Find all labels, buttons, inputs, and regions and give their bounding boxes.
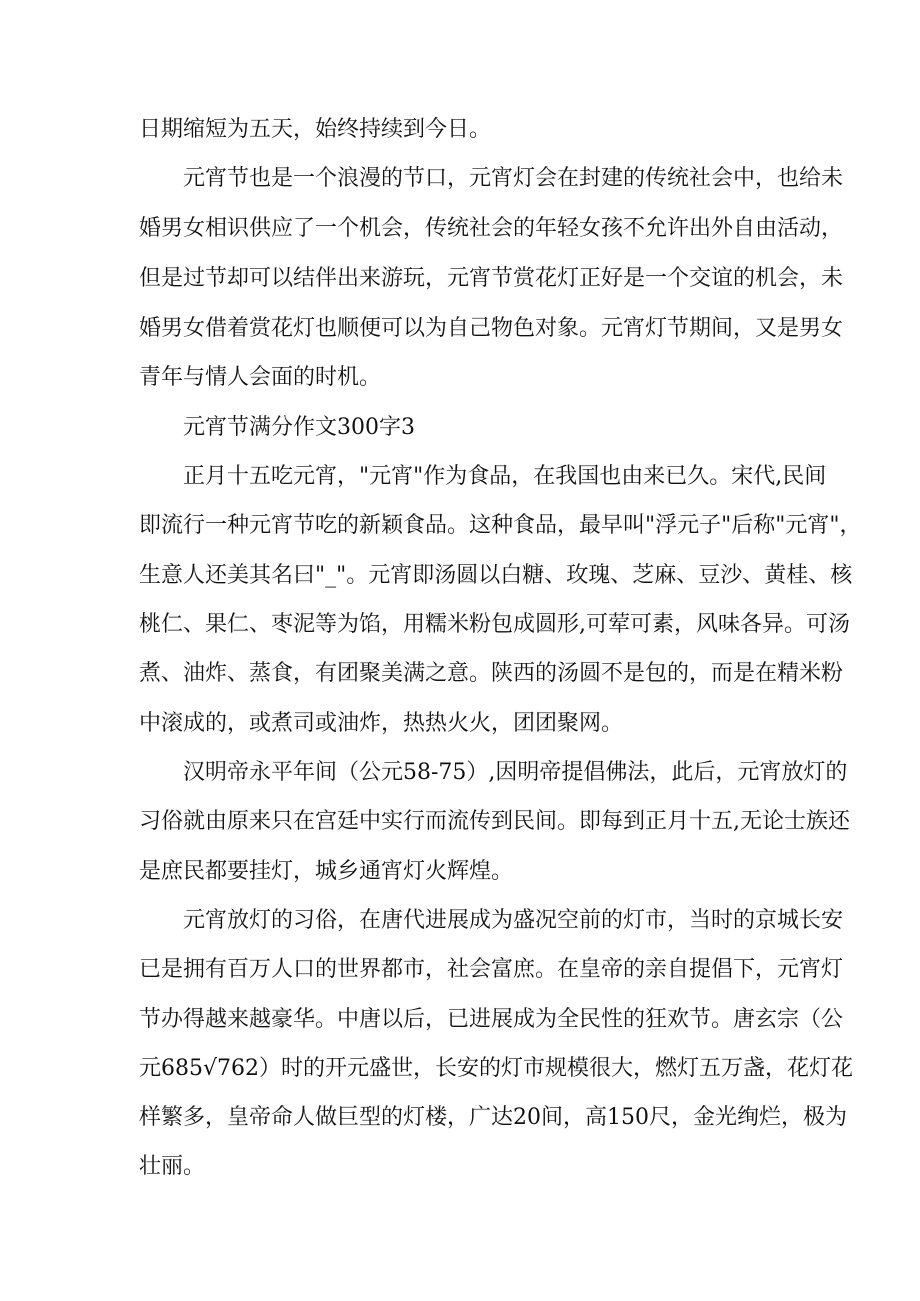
text-line: 日期缩短为五天，始终持续到今日。: [139, 117, 492, 142]
text-line: 但是过节却可以结伴出来游玩，元宵节赏花灯正好是一个交谊的机会，未: [139, 266, 844, 291]
text-line: 生意人还美其名曰"_"。元宵即汤圆以白糖、玫瑰、芝麻、豆沙、黄桂、核: [139, 563, 853, 588]
text-line: 中滚成的，或煮司或油炸，热热火火，团团聚网。: [139, 711, 624, 736]
text-line: 即流行一种元宵节吃的新颖食品。这种食品，最早叫"浮元子"后称"元宵"，: [139, 513, 862, 538]
text-line: 青年与情人会面的时机。: [139, 365, 382, 390]
text-line: 婚男女相识供应了一个机会，传统社会的年轻女孩不允许出外自由活动，: [139, 216, 844, 241]
text-line: 壮丽。: [139, 1154, 206, 1179]
text-line: 煮、油炸、蒸食，有团聚美满之意。陕西的汤圆不是包的，而是在精米粉: [139, 661, 844, 686]
text-line: 节办得越来越豪华。中唐以后，已进展成为全民性的狂欢节。唐玄宗（公: [139, 1007, 844, 1032]
text-line: 元宵放灯的习俗，在唐代进展成为盛况空前的灯市，当时的京城长安: [183, 908, 844, 933]
text-line: 桃仁、果仁、枣泥等为馅，用糯米粉包成圆形,可荤可素，风味各异。可汤: [139, 612, 850, 637]
text-line: 是庶民都要挂灯，城乡通宵灯火辉煌。: [139, 859, 514, 884]
text-line: 正月十五吃元宵，"元宵"作为食品，在我国也由来已久。宋代,民间: [183, 464, 827, 489]
text-line: 元宵节也是一个浪漫的节口，元宵灯会在封建的传统社会中，也给未: [183, 166, 844, 191]
text-line: 元685√762）时的开元盛世，长安的灯市规模很大，燃灯五万盏，花灯花: [139, 1056, 854, 1081]
text-line: 已是拥有百万人口的世界都市，社会富庶。在皇帝的亲自提倡下，元宵灯: [139, 957, 844, 982]
text-line: 汉明帝永平年间（公元58-75）,因明帝提倡佛法，此后，元宵放灯的: [183, 760, 848, 785]
text-line: 习俗就由原来只在宫廷中实行而流传到民间。即每到正月十五,无论士族还: [139, 809, 850, 834]
text-line: 样繁多，皇帝命人做巨型的灯楼，广达20间，高150尺，金光绚烂，极为: [139, 1105, 847, 1130]
text-line: 婚男女借着赏花灯也顺便可以为自己物色对象。元宵灯节期间，又是男女: [139, 316, 844, 341]
text-line: 元宵节满分作文300字3: [183, 415, 415, 440]
